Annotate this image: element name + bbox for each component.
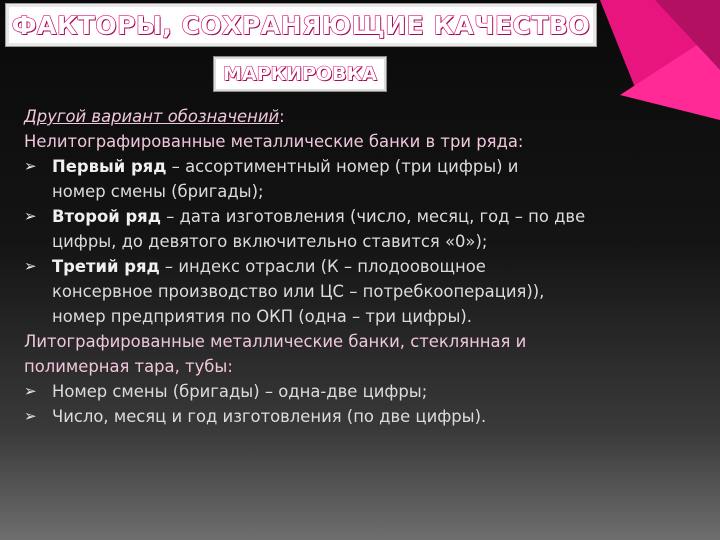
list-item xyxy=(24,379,674,404)
row-text-cont: номер смены (бригады); xyxy=(52,182,264,201)
list-item xyxy=(24,154,674,204)
arrow-bullet-icon: ➢ xyxy=(24,257,37,275)
list-item xyxy=(24,404,674,429)
variant-colon: : xyxy=(279,107,285,126)
subtitle-box xyxy=(214,57,386,91)
row-text-cont: консервное производство или ЦС – потребкооперация)), xyxy=(52,282,545,301)
arrow-bullet-icon: ➢ xyxy=(24,407,37,425)
nonlitho-heading: Нелитографированные металлические банки в три ряда: xyxy=(24,132,524,151)
list-item xyxy=(24,204,674,254)
row-name: Второй ряд xyxy=(52,207,161,226)
litho-item-text: Число, месяц и год изготовления (по две цифры). xyxy=(52,407,487,426)
content-body xyxy=(24,104,674,429)
litho-heading-1: Литографированные металлические банки, стеклянная и xyxy=(24,332,527,351)
row-text: – ассортиментный номер (три цифры) и xyxy=(166,157,519,176)
arrow-bullet-icon: ➢ xyxy=(24,382,37,400)
slide-subtitle: МАРКИРОВКА xyxy=(223,63,377,85)
row-name: Первый ряд xyxy=(52,157,167,176)
row-text: – индекс отрасли (К – плодоовощное xyxy=(159,257,486,276)
title-box xyxy=(6,4,596,46)
slide-title: ФАКТОРЫ, СОХРАНЯЮЩИЕ КАЧЕСТВО xyxy=(11,10,591,40)
litho-item-text: Номер смены (бригады) – одна-две цифры; xyxy=(52,382,428,401)
row-text-cont: номер предприятия по ОКП (одна – три цифры). xyxy=(52,307,472,326)
row-text-cont: цифры, до девятого включительно ставится «0»); xyxy=(52,232,488,251)
variant-line xyxy=(24,104,674,129)
arrow-bullet-icon: ➢ xyxy=(24,207,37,225)
arrow-bullet-icon: ➢ xyxy=(24,157,37,175)
litho-heading-2: полимерная тара, тубы: xyxy=(24,357,233,376)
variant-label: Другой вариант обозначений xyxy=(24,107,280,126)
row-name: Третий ряд xyxy=(52,257,160,276)
list-item xyxy=(24,254,674,329)
row-text: – дата изготовления (число, месяц, год – по две xyxy=(160,207,586,226)
